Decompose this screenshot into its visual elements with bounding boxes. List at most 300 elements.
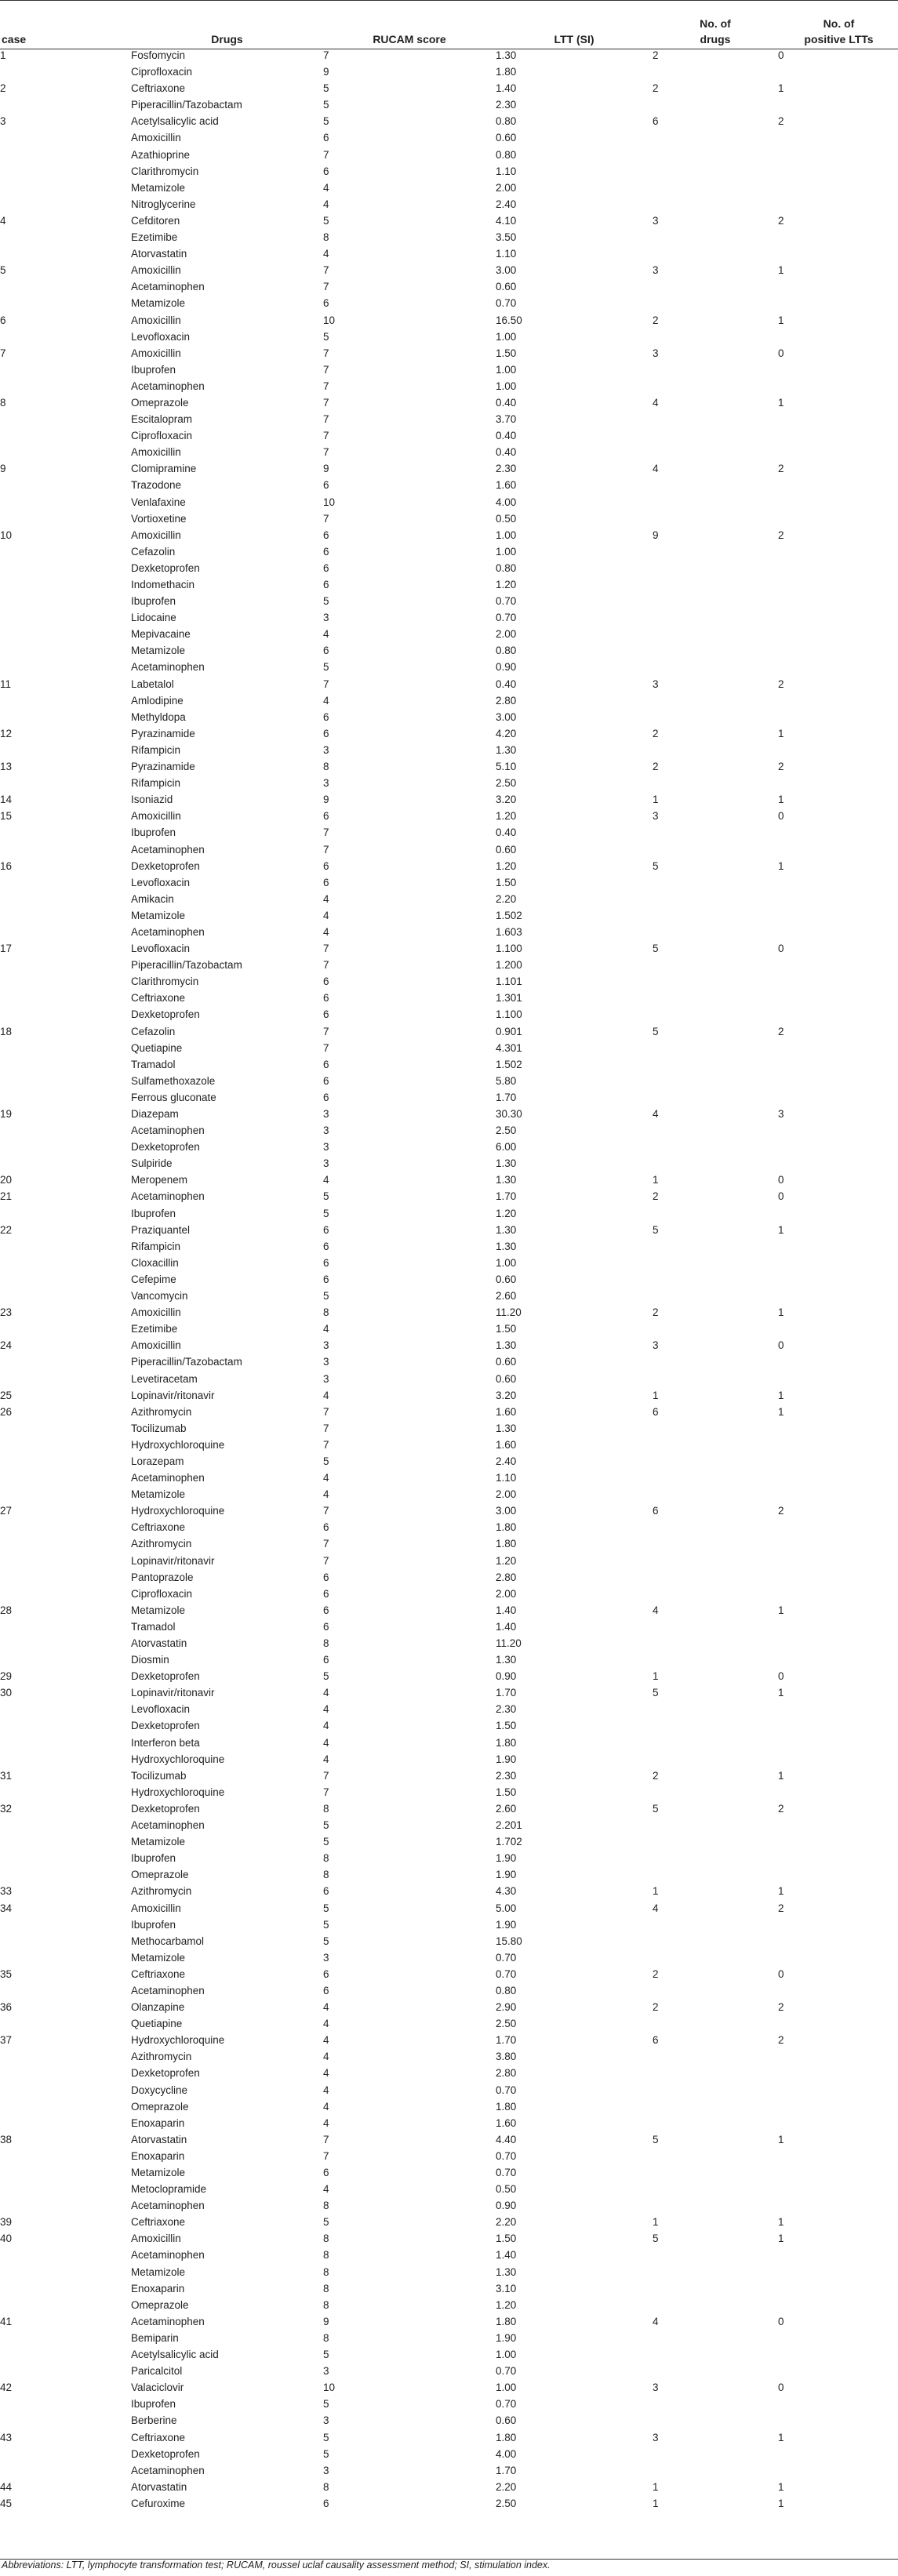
cell-rucam: 7 <box>323 396 329 409</box>
cell-num-drugs: 5 <box>653 2133 659 2145</box>
cell-case <box>0 477 131 493</box>
cell-num-positive <box>778 1651 898 1668</box>
cell-num-drugs <box>653 196 778 213</box>
table-row <box>0 990 898 1006</box>
cell-rucam: 8 <box>323 1852 329 1865</box>
cell-num-drugs <box>653 1519 778 1535</box>
cell-rucam: 7 <box>323 1438 329 1451</box>
cell-num-drugs: 5 <box>653 1025 659 1037</box>
cell-num-drugs <box>653 245 778 262</box>
cell-drug: Atorvastatin <box>131 2133 187 2145</box>
cell-drug: Hydroxychloroquine <box>131 1786 225 1798</box>
cell-rucam: 6 <box>323 132 329 144</box>
table-row <box>0 2148 898 2164</box>
cell-rucam: 6 <box>323 2497 329 2509</box>
cell-drug: Cefuroxime <box>131 2497 186 2509</box>
table-row <box>0 113 898 129</box>
cell-num-drugs <box>653 2197 778 2214</box>
cell-case <box>0 2197 131 2214</box>
table-row <box>0 1006 898 1023</box>
cell-num-positive <box>778 560 898 576</box>
cell-num-positive <box>778 2197 898 2214</box>
cell-num-positive: 2 <box>778 529 784 541</box>
cell-ltt: 0.70 <box>496 1967 517 1980</box>
cell-case: 15 <box>0 810 13 823</box>
cell-ltt: 4.20 <box>496 727 517 739</box>
cell-num-drugs: 1 <box>653 794 659 806</box>
cell-ltt: 4.301 <box>496 1041 522 1054</box>
cell-ltt: 1.90 <box>496 1753 517 1765</box>
cell-num-positive <box>778 2082 898 2098</box>
cell-case <box>0 2015 131 2032</box>
cell-ltt: 1.50 <box>496 876 517 888</box>
cell-ltt: 2.50 <box>496 777 517 790</box>
cell-drug: Metamizole <box>131 2167 186 2178</box>
cell-ltt: 0.80 <box>496 561 517 574</box>
cell-num-positive <box>778 1586 898 1602</box>
table-row <box>0 345 898 362</box>
table-row <box>0 2280 898 2297</box>
cell-ltt: 3.50 <box>496 231 517 244</box>
cell-rucam: 5 <box>323 1207 329 1219</box>
cell-num-positive <box>778 1866 898 1883</box>
table-row <box>0 1023 898 1040</box>
table-row <box>0 1553 898 1569</box>
cell-num-drugs <box>653 709 778 725</box>
cell-drug: Bemiparin <box>131 2331 179 2344</box>
cell-drug: Amoxicillin <box>131 347 181 359</box>
cell-num-drugs <box>653 576 778 593</box>
cell-ltt: 1.30 <box>496 1174 517 1186</box>
cell-num-drugs: 2 <box>653 727 659 739</box>
cell-num-positive: 2 <box>778 761 784 773</box>
cell-drug: Metamizole <box>131 1604 186 1616</box>
cell-num-drugs <box>653 907 778 924</box>
cell-rucam: 3 <box>323 1372 329 1385</box>
cell-rucam: 4 <box>323 2018 329 2030</box>
cell-drug: Dexketoprofen <box>131 859 200 872</box>
cell-rucam: 8 <box>323 1802 329 1815</box>
cell-ltt: 2.50 <box>496 1125 517 1137</box>
cell-rucam: 5 <box>323 1290 329 1303</box>
table-row <box>0 2115 898 2131</box>
cell-ltt: 0.60 <box>496 132 517 144</box>
cell-case <box>0 692 131 709</box>
cell-drug: Cefepime <box>131 1273 176 1285</box>
cell-rucam: 6 <box>323 1058 329 1070</box>
cell-ltt: 1.70 <box>496 2034 517 2047</box>
cell-num-drugs <box>653 1353 778 1370</box>
cell-num-drugs: 2 <box>653 761 659 773</box>
cell-num-positive <box>778 1535 898 1552</box>
cell-rucam: 6 <box>323 1967 329 1980</box>
cell-ltt: 1.702 <box>496 1836 522 1848</box>
cell-ltt: 1.60 <box>496 479 517 492</box>
cell-drug: Acetaminophen <box>131 2249 205 2262</box>
table-row <box>0 2346 898 2363</box>
table-row <box>0 1304 898 1321</box>
cell-case <box>0 295 131 311</box>
cell-rucam: 5 <box>323 595 329 608</box>
cell-rucam: 6 <box>323 645 329 657</box>
cell-case <box>0 1982 131 1999</box>
cell-num-positive <box>778 278 898 295</box>
cell-num-drugs <box>653 1040 778 1056</box>
cell-num-positive <box>778 841 898 858</box>
cell-num-drugs <box>653 1949 778 1966</box>
cell-num-drugs <box>653 891 778 907</box>
cell-case <box>0 1917 131 1933</box>
cell-rucam: 7 <box>323 943 329 955</box>
cell-drug: Escitalopram <box>131 413 193 426</box>
cell-case: 43 <box>0 2431 13 2443</box>
cell-drug: Azithromycin <box>131 1405 192 1418</box>
cell-num-positive: 0 <box>778 1174 784 1186</box>
cell-drug: Amoxicillin <box>131 2233 181 2245</box>
table-row <box>0 1735 898 1751</box>
cell-num-drugs: 4 <box>653 463 659 475</box>
cell-drug: Amoxicillin <box>131 446 181 459</box>
cell-rucam: 6 <box>323 1604 329 1616</box>
table-row <box>0 891 898 907</box>
cell-rucam: 7 <box>323 264 329 277</box>
cell-rucam: 3 <box>323 777 329 790</box>
cell-num-positive <box>778 1353 898 1370</box>
cell-ltt: 3.00 <box>496 264 517 277</box>
cell-case <box>0 957 131 973</box>
cell-drug: Pantoprazole <box>131 1571 194 1583</box>
table-row <box>0 1619 898 1635</box>
cell-drug: Dexketoprofen <box>131 561 200 574</box>
cell-ltt: 1.80 <box>496 2431 517 2443</box>
cell-ltt: 0.70 <box>496 2167 517 2178</box>
cell-drug: Acetaminophen <box>131 2464 205 2476</box>
cell-rucam: 7 <box>323 2149 329 2162</box>
cell-drug: Clomipramine <box>131 463 197 475</box>
cell-num-positive <box>778 1420 898 1437</box>
table-row <box>0 709 898 725</box>
cell-num-drugs <box>653 742 778 758</box>
cell-drug: Diosmin <box>131 1654 169 1666</box>
cell-ltt: 1.50 <box>496 1323 517 1335</box>
cell-num-positive <box>778 1949 898 1966</box>
cell-ltt: 3.00 <box>496 1505 517 1517</box>
table-row <box>0 1586 898 1602</box>
cell-drug: Valaciclovir <box>131 2382 184 2394</box>
cell-rucam: 4 <box>323 2067 329 2080</box>
cell-rucam: 9 <box>323 463 329 475</box>
cell-drug: Indomethacin <box>131 579 195 590</box>
cell-rucam: 7 <box>323 1786 329 1798</box>
cell-rucam: 3 <box>323 1141 329 1154</box>
cell-case <box>0 1535 131 1552</box>
table-row <box>0 1784 898 1800</box>
cell-num-positive: 1 <box>778 314 784 326</box>
table-row <box>0 2082 898 2098</box>
cell-drug: Amikacin <box>131 892 174 905</box>
cell-ltt: 0.70 <box>496 2398 517 2411</box>
table-row <box>0 1999 898 2015</box>
table-row <box>0 444 898 460</box>
cell-num-drugs: 6 <box>653 1405 659 1418</box>
cell-num-drugs <box>653 411 778 427</box>
cell-num-positive: 1 <box>778 1405 784 1418</box>
cell-num-drugs <box>653 2048 778 2065</box>
cell-num-positive: 1 <box>778 1389 784 1401</box>
cell-num-drugs: 6 <box>653 2034 659 2047</box>
cell-drug: Atorvastatin <box>131 248 187 260</box>
cell-rucam: 5 <box>323 1918 329 1931</box>
cell-num-positive: 1 <box>778 2480 784 2493</box>
cell-num-drugs: 6 <box>653 1505 659 1517</box>
cell-rucam: 7 <box>323 1538 329 1550</box>
cell-num-drugs <box>653 1073 778 1089</box>
cell-num-positive <box>778 2098 898 2115</box>
cell-drug: Omeprazole <box>131 396 189 409</box>
cell-rucam: 6 <box>323 1587 329 1600</box>
cell-rucam: 4 <box>323 2084 329 2096</box>
cell-case <box>0 1255 131 1271</box>
cell-rucam: 7 <box>323 959 329 972</box>
table-row <box>0 1569 898 1586</box>
cell-num-drugs <box>653 510 778 527</box>
cell-num-positive <box>778 2115 898 2131</box>
cell-num-positive: 1 <box>778 727 784 739</box>
cell-num-positive <box>778 1735 898 1751</box>
cell-rucam: 4 <box>323 1703 329 1716</box>
cell-num-drugs <box>653 1255 778 1271</box>
table-row <box>0 213 898 229</box>
cell-drug: Amoxicillin <box>131 1339 181 1352</box>
cell-ltt: 1.30 <box>496 1339 517 1352</box>
cell-ltt: 1.200 <box>496 959 522 972</box>
cell-drug: Omeprazole <box>131 2298 189 2311</box>
cell-drug: Rifampicin <box>131 743 181 756</box>
cell-num-positive <box>778 1255 898 1271</box>
cell-num-drugs <box>653 2148 778 2164</box>
cell-drug: Levofloxacin <box>131 330 191 343</box>
cell-num-positive <box>778 874 898 891</box>
table-row <box>0 1238 898 1255</box>
cell-ltt: 4.10 <box>496 214 517 227</box>
cell-ltt: 3.10 <box>496 2282 517 2294</box>
cell-num-drugs: 4 <box>653 396 659 409</box>
cell-drug: Acetaminophen <box>131 1190 205 1203</box>
header-number-of-drugs: No. of drugs <box>700 17 731 45</box>
cell-case <box>0 2363 131 2379</box>
cell-num-drugs: 5 <box>653 1802 659 1815</box>
cell-case <box>0 1006 131 1023</box>
cell-drug: Cloxacillin <box>131 1256 179 1269</box>
cell-drug: Amlodipine <box>131 694 184 707</box>
cell-ltt: 1.301 <box>496 992 522 1005</box>
cell-drug: Omeprazole <box>131 2100 189 2113</box>
table-row <box>0 2363 898 2379</box>
cell-drug: Rifampicin <box>131 1240 181 1252</box>
cell-num-drugs <box>653 1155 778 1172</box>
cell-rucam: 6 <box>323 1008 329 1021</box>
cell-num-positive <box>778 2462 898 2479</box>
cell-num-positive <box>778 1470 898 1486</box>
cell-case <box>0 64 131 80</box>
cell-case <box>0 1784 131 1800</box>
table-row <box>0 1900 898 1917</box>
cell-case <box>0 278 131 295</box>
cell-num-drugs: 4 <box>653 1902 659 1914</box>
table-row <box>0 64 898 80</box>
cell-case <box>0 841 131 858</box>
table-row <box>0 1949 898 1966</box>
cell-case: 35 <box>0 1967 13 1980</box>
cell-num-positive <box>778 362 898 378</box>
cell-ltt: 1.20 <box>496 859 517 872</box>
table-row <box>0 378 898 394</box>
cell-ltt: 1.00 <box>496 330 517 343</box>
cell-case: 1 <box>0 49 6 61</box>
cell-case <box>0 824 131 841</box>
cell-num-drugs <box>653 362 778 378</box>
cell-num-positive <box>778 163 898 180</box>
cell-num-positive: 2 <box>778 2034 784 2047</box>
cell-case: 26 <box>0 1405 13 1418</box>
cell-ltt: 1.30 <box>496 1422 517 1434</box>
table-row <box>0 494 898 510</box>
cell-rucam: 8 <box>323 1637 329 1649</box>
cell-rucam: 8 <box>323 2298 329 2311</box>
cell-ltt: 2.60 <box>496 1290 517 1303</box>
cell-drug: Dexketoprofen <box>131 1670 200 1683</box>
cell-num-positive: 2 <box>778 678 784 690</box>
cell-drug: Vortioxetine <box>131 512 187 525</box>
table-body <box>0 47 898 2512</box>
cell-rucam: 4 <box>323 892 329 905</box>
cell-drug: Dexketoprofen <box>131 1008 200 1021</box>
cell-case <box>0 147 131 163</box>
cell-rucam: 5 <box>323 99 329 111</box>
cell-rucam: 6 <box>323 479 329 492</box>
cell-case: 14 <box>0 794 13 806</box>
cell-case <box>0 1470 131 1486</box>
cell-num-drugs <box>653 659 778 675</box>
table-row <box>0 362 898 378</box>
cell-ltt: 1.10 <box>496 1472 517 1484</box>
cell-num-drugs <box>653 2280 778 2297</box>
cell-case <box>0 1073 131 1089</box>
table-row <box>0 1420 898 1437</box>
cell-ltt: 0.60 <box>496 2414 517 2427</box>
table-row <box>0 1701 898 1717</box>
cell-ltt: 1.30 <box>496 1157 517 1170</box>
cell-num-positive: 1 <box>778 2431 784 2443</box>
cell-num-positive <box>778 593 898 609</box>
table-row <box>0 2230 898 2247</box>
cell-rucam: 5 <box>323 1819 329 1832</box>
cell-rucam: 4 <box>323 2001 329 2014</box>
cell-ltt: 1.502 <box>496 909 522 921</box>
cell-case <box>0 2280 131 2297</box>
cell-num-positive: 1 <box>778 396 784 409</box>
cell-rucam: 7 <box>323 678 329 690</box>
cell-rucam: 6 <box>323 529 329 541</box>
cell-drug: Metamizole <box>131 2265 186 2278</box>
table-row <box>0 2015 898 2032</box>
table-row <box>0 841 898 858</box>
cell-case <box>0 1833 131 1850</box>
cell-num-positive <box>778 2048 898 2065</box>
cell-case: 25 <box>0 1389 13 1401</box>
cell-rucam: 6 <box>323 561 329 574</box>
cell-num-positive: 1 <box>778 264 784 277</box>
table-row <box>0 1404 898 1420</box>
cell-case: 39 <box>0 2216 13 2229</box>
cell-ltt: 0.40 <box>496 396 517 409</box>
cell-ltt: 2.00 <box>496 1488 517 1501</box>
cell-ltt: 1.60 <box>496 1438 517 1451</box>
cell-drug: Ciprofloxacin <box>131 430 193 442</box>
cell-ltt: 0.60 <box>496 1273 517 1285</box>
cell-rucam: 4 <box>323 1488 329 1501</box>
cell-case <box>0 1701 131 1717</box>
table-row <box>0 2197 898 2214</box>
cell-ltt: 3.70 <box>496 413 517 426</box>
cell-case <box>0 2264 131 2280</box>
cell-num-positive <box>778 609 898 626</box>
cell-case <box>0 494 131 510</box>
table-row <box>0 1768 898 1784</box>
cell-drug: Amoxicillin <box>131 314 181 326</box>
cell-num-drugs <box>653 163 778 180</box>
cell-num-positive <box>778 1850 898 1866</box>
table-row <box>0 1155 898 1172</box>
cell-ltt: 2.00 <box>496 628 517 641</box>
cell-num-positive: 1 <box>778 82 784 95</box>
cell-num-positive <box>778 1917 898 1933</box>
cell-case: 19 <box>0 1108 13 1120</box>
cell-drug: Tramadol <box>131 1620 176 1633</box>
cell-num-positive <box>778 1635 898 1651</box>
cell-num-positive: 2 <box>778 1902 784 1914</box>
cell-rucam: 3 <box>323 2464 329 2476</box>
cell-num-drugs: 2 <box>653 2001 659 2014</box>
cell-num-positive <box>778 775 898 791</box>
cell-rucam: 7 <box>323 1405 329 1418</box>
table-row <box>0 692 898 709</box>
cell-rucam: 3 <box>323 1157 329 1170</box>
cell-case: 13 <box>0 761 13 773</box>
cell-num-drugs <box>653 1619 778 1635</box>
cell-ltt: 1.10 <box>496 248 517 260</box>
cell-ltt: 4.40 <box>496 2133 517 2145</box>
cell-drug: Ferrous gluconate <box>131 1091 216 1103</box>
table-row <box>0 1337 898 1353</box>
cell-case: 2 <box>0 82 6 95</box>
cell-drug: Methyldopa <box>131 710 186 723</box>
cell-drug: Amoxicillin <box>131 1902 181 1914</box>
cell-case <box>0 874 131 891</box>
cell-num-positive: 1 <box>778 1769 784 1782</box>
cell-num-drugs: 1 <box>653 1389 659 1401</box>
cell-case <box>0 742 131 758</box>
cell-drug: Ibuprofen <box>131 595 176 608</box>
cell-ltt: 1.00 <box>496 1256 517 1269</box>
table-row <box>0 659 898 675</box>
cell-num-drugs <box>653 1321 778 1337</box>
cell-rucam: 3 <box>323 2414 329 2427</box>
cell-drug: Ibuprofen <box>131 2398 176 2411</box>
cell-rucam: 8 <box>323 2480 329 2493</box>
cell-num-drugs: 1 <box>653 2216 659 2229</box>
cell-drug: Fosfomycin <box>131 49 186 61</box>
